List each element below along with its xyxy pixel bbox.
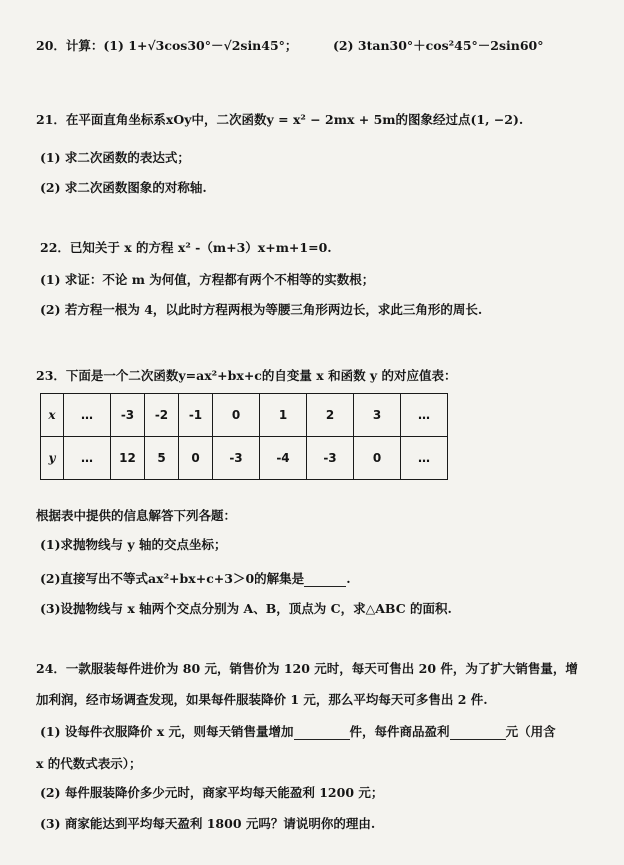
q22-part2: (2) 若方程一根为 4，以此时方程两根为等腰三角形两边长，求此三角形的周长.	[40, 302, 483, 317]
table-cell: …	[64, 394, 111, 437]
table-row-x	[41, 394, 448, 437]
table-cell: 3	[354, 394, 401, 437]
q24-part1-mid: 件，每件商品盈利	[349, 724, 450, 739]
table-cell: 0	[179, 437, 213, 480]
q21-part1: (1) 求二次函数的表达式；	[40, 150, 190, 165]
table-cell: -2	[145, 394, 179, 437]
q20-part2: (2) 3tan30°＋cos²45°－2sin60°	[333, 38, 544, 53]
q23-note: 根据表中提供的信息解答下列各题：	[36, 508, 237, 523]
answer-blank	[304, 571, 346, 587]
q21-stem: 21．在平面直角坐标系xOy中，二次函数y = x² − 2mx + 5m的图象经过点(1, −2).	[36, 112, 524, 127]
q24-part1-line2: x 的代数式表示）；	[36, 756, 142, 771]
table-cell: 2	[307, 394, 354, 437]
table-cell: 1	[260, 394, 307, 437]
q24-part1-end: 元（用含	[505, 724, 556, 739]
table-cell: -1	[179, 394, 213, 437]
table-cell: 0	[354, 437, 401, 480]
q24-part1	[40, 722, 556, 740]
q24-part1-text: (1) 设每件衣服降价 x 元，则每天销售量增加	[40, 724, 294, 739]
q23-part1: (1)求抛物线与 y 轴的交点坐标；	[40, 537, 227, 552]
q23-part2-end: .	[346, 571, 351, 586]
q23-part2-text: (2)直接写出不等式ax²+bx+c+3＞0的解集是	[40, 571, 305, 586]
q22-part1: (1) 求证：不论 m 为何值，方程都有两个不相等的实数根；	[40, 272, 375, 287]
table-cell: -3	[307, 437, 354, 480]
table-header-x: x	[41, 394, 64, 437]
q20-part1: 20．计算：(1) 1+√3cos30°－√2sin45°；	[36, 38, 298, 53]
q24-part2: (2) 每件服装降价多少元时，商家平均每天能盈利 1200 元；	[40, 785, 384, 800]
q22-stem: 22．已知关于 x 的方程 x² -（m+3）x+m+1=0.	[40, 240, 332, 255]
table-cell: 5	[145, 437, 179, 480]
table-cell: 12	[111, 437, 145, 480]
table-cell: …	[401, 394, 448, 437]
table-row-y	[41, 437, 448, 480]
answer-blank	[450, 724, 506, 740]
q21-part2: (2) 求二次函数图象的对称轴.	[40, 180, 207, 195]
table-cell: -4	[260, 437, 307, 480]
table-header-y: y	[41, 437, 64, 480]
table-cell: -3	[213, 437, 260, 480]
q23-part3: (3)设抛物线与 x 轴两个交点分别为 A、B，顶点为 C，求△ABC 的面积.	[40, 601, 452, 616]
table-cell: …	[401, 437, 448, 480]
table-cell: 0	[213, 394, 260, 437]
table-cell: -3	[111, 394, 145, 437]
q23-part2	[40, 569, 351, 587]
answer-blank	[294, 724, 350, 740]
q24-stem-line2: 加利润，经市场调查发现，如果每件服装降价 1 元，那么平均每天可多售出 2 件.	[36, 692, 488, 707]
value-table	[40, 393, 448, 480]
q23-stem: 23．下面是一个二次函数y=ax²+bx+c的自变量 x 和函数 y 的对应值表：	[36, 368, 457, 383]
table-cell: …	[64, 437, 111, 480]
q24-part3: (3) 商家能达到平均每天盈利 1800 元吗？请说明你的理由.	[40, 816, 376, 831]
q24-stem-line1: 24．一款服装每件进价为 80 元，销售价为 120 元时，每天可售出 20 件，为了扩大销售量，增	[36, 661, 578, 676]
